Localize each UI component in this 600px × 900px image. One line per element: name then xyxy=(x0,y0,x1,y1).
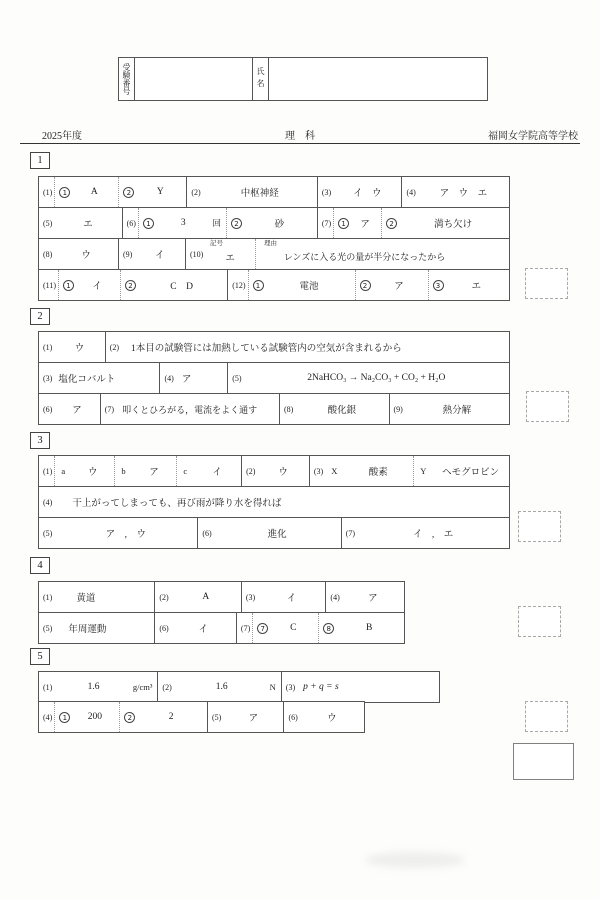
answer-text: ア xyxy=(72,406,82,416)
table-row xyxy=(39,613,404,643)
item-letter: a xyxy=(61,466,66,476)
print-smudge xyxy=(365,852,465,868)
question-number: (4) xyxy=(43,712,53,722)
answer-table-3 xyxy=(38,455,510,549)
answer-text: 酸素 xyxy=(368,468,388,478)
subject-title: 理 科 xyxy=(285,131,315,142)
question-number: (3) xyxy=(285,682,296,692)
answer-cell-1-4 xyxy=(402,177,509,207)
answer-cell-5-2 xyxy=(158,672,281,702)
answer-table-5-row2 xyxy=(38,701,365,733)
answer-text: 中枢神経 xyxy=(240,189,279,199)
answer-text: ア ウ エ xyxy=(439,189,488,199)
question-number: (6) xyxy=(159,623,169,633)
answer-cell-3-1 xyxy=(39,456,242,486)
answer-text: A xyxy=(202,592,210,602)
exam-number-field xyxy=(135,58,252,100)
answer-text: C xyxy=(290,623,297,633)
question-number: (1) xyxy=(43,592,53,602)
school-name: 福岡女学院高等学校 xyxy=(488,131,578,142)
sub-answer xyxy=(428,270,509,300)
answer-text: 1本目の試験管には加熱している試験管内の空気が含まれるから xyxy=(131,344,402,354)
circled-item-number: 8 xyxy=(323,623,334,634)
section-number-3: 3 xyxy=(30,432,50,449)
question-number: (4) xyxy=(330,592,340,602)
answer-text: イ xyxy=(212,468,222,478)
answer-cell-3-5 xyxy=(39,518,198,548)
answer-cell-1-5 xyxy=(39,208,123,238)
question-number: (6) xyxy=(288,712,298,722)
answer-cell-4-4 xyxy=(326,582,404,612)
question-number: (2) xyxy=(191,187,201,197)
answer-text: イ xyxy=(198,625,209,635)
circled-item-number: 3 xyxy=(433,280,444,291)
answer-cell-2-5 xyxy=(228,363,509,393)
score-box-1 xyxy=(525,268,568,299)
item-letter: Y xyxy=(420,466,427,476)
answer-cell-2-3 xyxy=(39,363,160,393)
answer-table-5-row1 xyxy=(38,671,440,703)
answer-cell-3-2 xyxy=(242,456,310,486)
answer-text: 塩化コバルト xyxy=(58,375,116,385)
answer-cell-3-6 xyxy=(198,518,341,548)
answer-text: 黄道 xyxy=(76,594,96,604)
question-number: (4) xyxy=(164,373,174,383)
answer-cell-1-7 xyxy=(318,208,509,238)
question-number: (10) xyxy=(190,249,204,259)
answer-text: ウ xyxy=(278,468,288,478)
answer-cell-5-3 xyxy=(282,672,439,702)
answer-text: イ xyxy=(286,594,297,604)
answer-text: イ , エ xyxy=(412,530,454,540)
question-number: (2) xyxy=(159,592,169,602)
sub-answer xyxy=(333,208,381,238)
question-number: (7) xyxy=(240,623,251,633)
section-number-5: 5 xyxy=(30,648,50,665)
answer-text: ア xyxy=(181,375,192,385)
answer-cell-1-6 xyxy=(123,208,318,238)
sub-answer xyxy=(138,208,226,238)
answer-cell-4-1 xyxy=(39,582,155,612)
circled-item-number: 7 xyxy=(257,623,268,634)
exam-number-label: 受験番号 xyxy=(119,58,135,100)
answer-cell-1-10-reason xyxy=(256,239,473,269)
table-row xyxy=(39,394,509,424)
table-row xyxy=(39,672,439,702)
answer-cell-5-5 xyxy=(208,702,285,732)
answer-text: 干上がってしまっても、再び雨が降り水を得れば xyxy=(72,499,282,509)
answer-cell-3-7 xyxy=(342,518,509,548)
sub-answer xyxy=(355,270,428,300)
item-letter: c xyxy=(183,466,188,476)
question-number: (5) xyxy=(211,712,222,722)
answer-cell-2-9 xyxy=(390,394,509,424)
score-box-5 xyxy=(525,701,568,732)
circled-item-number: 2 xyxy=(125,280,136,291)
table-row xyxy=(39,487,509,518)
answer-text: ウ xyxy=(327,714,337,724)
answer-text: 熱分解 xyxy=(442,406,472,416)
table-row xyxy=(39,702,364,732)
answer-text: B xyxy=(365,623,373,633)
answer-text: ヘモグロビン xyxy=(442,468,500,478)
section-number-2: 2 xyxy=(30,308,50,325)
answer-cell-1-8 xyxy=(39,239,119,269)
sub-answer xyxy=(325,456,413,486)
sub-answer xyxy=(248,270,355,300)
table-row xyxy=(39,239,509,270)
answer-text: イ ウ xyxy=(353,189,382,199)
answer-cell-1-11 xyxy=(39,270,228,300)
table-row xyxy=(39,208,509,239)
sub-answer xyxy=(118,177,186,207)
score-box-3 xyxy=(518,511,561,542)
question-number: (11) xyxy=(43,280,57,290)
answer-cell-2-6 xyxy=(39,394,101,424)
answer-cell-5-1 xyxy=(39,672,158,702)
reason-label: 理由 xyxy=(264,240,277,247)
answer-text: C D xyxy=(170,282,193,292)
question-number: (7) xyxy=(104,404,115,414)
table-row xyxy=(39,582,404,613)
answer-text: 年周運動 xyxy=(68,625,107,635)
question-number: (2) xyxy=(109,342,120,352)
answer-cell-1-9 xyxy=(119,239,186,269)
answer-text: ア xyxy=(149,468,159,478)
symbol-label: 記号 xyxy=(210,240,223,247)
score-box-2 xyxy=(526,391,569,422)
answer-text: 電池 xyxy=(299,282,319,292)
question-number: (9) xyxy=(393,404,403,414)
name-field xyxy=(269,58,487,100)
sub-answer xyxy=(120,270,227,300)
question-number: (5) xyxy=(232,373,242,383)
answer-cell-5-4 xyxy=(39,702,208,732)
sub-answer xyxy=(252,613,318,643)
question-number: (1) xyxy=(43,187,53,197)
circled-item-number: 2 xyxy=(360,280,371,291)
answer-text: イ xyxy=(154,251,165,261)
answer-text: 叩くとひろがる，電流をよく通す xyxy=(122,404,258,415)
sub-answer xyxy=(119,702,207,732)
question-number: (12) xyxy=(232,280,246,290)
table-row xyxy=(39,456,509,487)
sub-answer xyxy=(114,456,176,486)
question-number: (6) xyxy=(202,528,212,538)
table-row xyxy=(39,363,509,394)
question-number: (3) xyxy=(313,466,324,476)
question-number: (5) xyxy=(43,218,53,228)
answer-text: 進化 xyxy=(267,530,287,540)
sub-answer xyxy=(226,208,317,238)
question-number: (1) xyxy=(43,342,53,352)
question-number: (5) xyxy=(43,623,53,633)
table-row xyxy=(39,518,509,548)
answer-cell-4-7 xyxy=(237,613,404,643)
circled-item-number: 1 xyxy=(338,218,349,229)
circled-item-number: 1 xyxy=(59,187,70,198)
answer-text: ウ xyxy=(81,251,91,261)
question-number: (9) xyxy=(123,249,133,259)
answer-text: 酸化銀 xyxy=(327,406,357,416)
answer-text: ア xyxy=(394,282,404,292)
question-number: (8) xyxy=(283,404,294,414)
question-number: (7) xyxy=(321,218,332,228)
answer-unit: N xyxy=(269,682,276,692)
question-number: (3) xyxy=(321,187,332,197)
answer-text: ウ xyxy=(87,468,98,478)
answer-unit: g/cm³ xyxy=(132,682,153,692)
answer-text: A xyxy=(90,187,98,197)
sub-answer xyxy=(54,456,114,486)
table-row xyxy=(39,270,509,300)
question-number: (8) xyxy=(43,249,53,259)
answer-cell-4-3 xyxy=(242,582,327,612)
circled-item-number: 1 xyxy=(59,712,70,723)
answer-text: 砂 xyxy=(274,220,285,230)
question-number: (2) xyxy=(246,466,256,476)
answer-text: エ xyxy=(471,282,482,292)
circled-item-number: 1 xyxy=(253,280,264,291)
answer-table-1 xyxy=(38,176,510,301)
circled-item-number: 2 xyxy=(123,187,134,198)
answer-cell-4-5 xyxy=(39,613,155,643)
question-number: (6) xyxy=(126,218,136,228)
answer-text: 200 xyxy=(87,712,102,722)
answer-text: 3 xyxy=(180,218,186,228)
item-letter: X xyxy=(331,466,338,476)
circled-item-number: 2 xyxy=(124,712,135,723)
circled-item-number: 2 xyxy=(231,218,242,229)
sub-answer xyxy=(381,208,509,238)
candidate-info-box xyxy=(118,57,488,101)
answer-cell-5-6 xyxy=(284,702,364,732)
answer-text: 1.6 xyxy=(87,682,100,692)
answer-text: ア xyxy=(360,220,370,230)
circled-item-number: 1 xyxy=(63,280,74,291)
circled-item-number: 2 xyxy=(386,218,397,229)
answer-cell-2-1 xyxy=(39,332,106,362)
answer-unit: 回 xyxy=(212,218,221,228)
answer-text: ア xyxy=(248,714,259,724)
question-number: (3) xyxy=(245,592,256,602)
score-box-4 xyxy=(518,606,561,637)
sub-answer xyxy=(413,456,509,486)
sub-answer xyxy=(54,702,119,732)
answer-table-4 xyxy=(38,581,405,644)
answer-text: 1.6 xyxy=(215,682,228,692)
question-number: (2) xyxy=(162,682,172,692)
section-number-1: 1 xyxy=(30,152,50,169)
answer-cell-3-3 xyxy=(310,456,509,486)
table-row xyxy=(39,177,509,208)
chemical-equation: 2NaHCO₃ → Na₂CO₃ + CO₂ + H₂O xyxy=(307,373,446,383)
table-row xyxy=(39,332,509,363)
answer-text: エ xyxy=(225,253,235,264)
question-number: (4) xyxy=(43,497,53,507)
answer-cell-4-6 xyxy=(155,613,237,643)
section-number-4: 4 xyxy=(30,557,50,574)
item-letter: b xyxy=(121,466,126,476)
answer-cell-2-2 xyxy=(106,332,509,362)
answer-cell-3-4 xyxy=(39,487,509,517)
answer-cell-1-2 xyxy=(187,177,317,207)
answer-cell-1-3 xyxy=(318,177,403,207)
total-score-box xyxy=(513,743,574,780)
answer-text: Y xyxy=(156,187,164,197)
circled-item-number: 1 xyxy=(143,218,154,229)
sub-answer xyxy=(318,613,404,643)
answer-cell-2-8 xyxy=(280,394,390,424)
sub-answer xyxy=(54,177,118,207)
answer-text: エ xyxy=(83,220,93,230)
answer-cell-2-7 xyxy=(101,394,280,424)
answer-text: イ xyxy=(92,282,102,292)
question-number: (5) xyxy=(43,528,53,538)
question-number: (7) xyxy=(345,528,356,538)
answer-cell-1-10-symbol xyxy=(186,239,256,269)
answer-table-2 xyxy=(38,331,510,425)
answer-text: 2 xyxy=(168,712,174,722)
question-number: (3) xyxy=(43,373,53,383)
answer-text: ア xyxy=(368,594,378,604)
answer-cell-1-12 xyxy=(228,270,509,300)
math-expression: p + q = s xyxy=(303,682,339,692)
name-label: 氏名 xyxy=(252,58,269,100)
answer-cell-4-2 xyxy=(155,582,242,612)
answer-text: ウ xyxy=(74,344,85,354)
answer-text: レンズに入る光の量が半分になったから xyxy=(283,252,446,262)
question-number: (6) xyxy=(43,404,53,414)
page-header xyxy=(20,124,580,144)
sub-answer xyxy=(176,456,241,486)
question-number: (1) xyxy=(43,682,53,692)
answer-text: ア , ウ xyxy=(105,530,147,540)
answer-text: 満ち欠け xyxy=(434,220,473,230)
answer-cell-2-4 xyxy=(160,363,228,393)
question-number: (1) xyxy=(43,466,53,476)
answer-cell-1-1 xyxy=(39,177,187,207)
year-label: 2025年度 xyxy=(42,131,82,142)
question-number: (4) xyxy=(406,187,416,197)
sub-answer xyxy=(58,270,120,300)
